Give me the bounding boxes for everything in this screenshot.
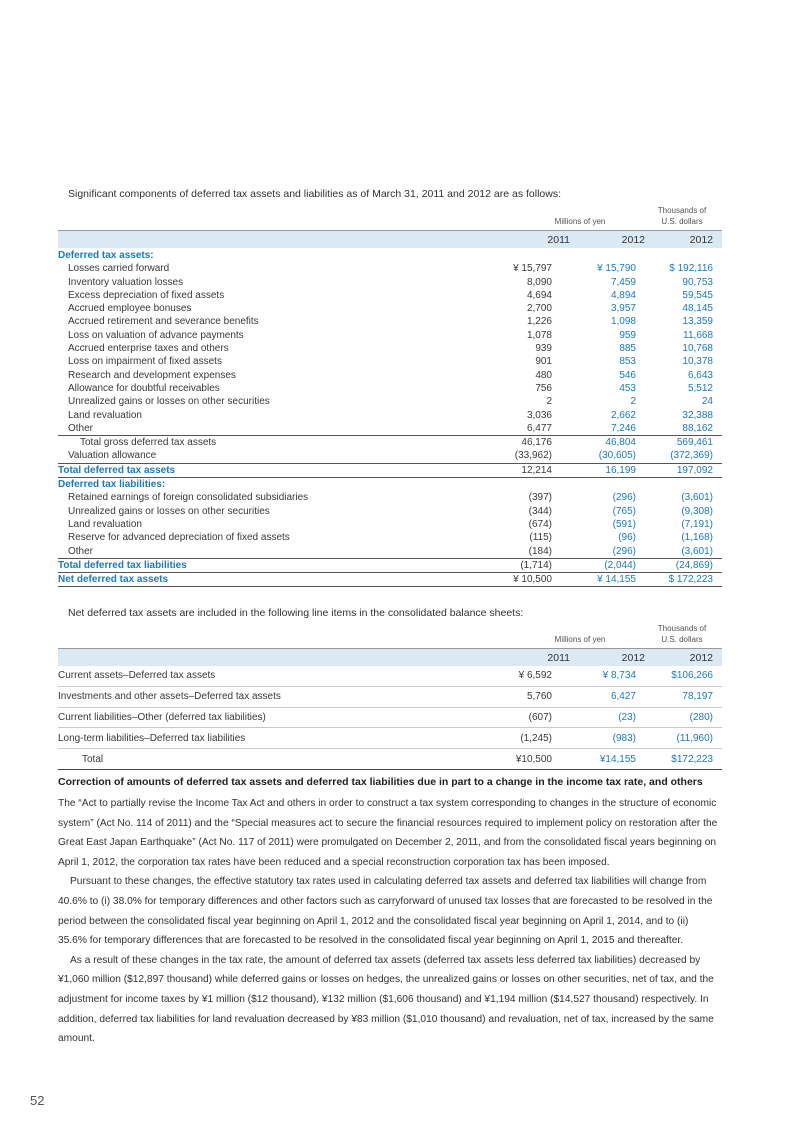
cell-2012: 959 (619, 329, 636, 341)
cell-2011: 939 (535, 343, 552, 355)
section-heading: Correction of amounts of deferred tax assets and deferred tax liabilities due in part to a change in the income tax rate, and others (58, 776, 703, 788)
paragraph: Pursuant to these changes, the effective statutory tax rates used in calculating deferred tax assets and deferred tax liabilities will change from 40.6% to (i) 38.0% for temporary differences and other factors such as carryforward of unused tax losses that are forecasted to be resolved in the period between the consolidated fiscal year beginning on April 1, 2012 and the consolidated fiscal year beginning on April 1, 2014, and to (ii) 35.6% for temporary differences that are forecasted to be resolved in the consolidated fiscal year beginning on April 1, 2015 and thereafter. (58, 876, 713, 947)
cell-2012: 7,246 (610, 422, 636, 434)
cell-2011: 4,694 (526, 289, 552, 301)
deferred-tax-table (58, 249, 722, 587)
row-label: Total deferred tax assets (58, 463, 477, 477)
table2-unit-yen: Millions of yen (554, 635, 606, 644)
cell-2012-usd: 5,512 (687, 382, 713, 394)
unit-usd-line2: U.S. dollars (661, 635, 703, 644)
row-label: Valuation allowance (58, 449, 477, 463)
row-label: Loss on valuation of advance payments (68, 329, 244, 341)
year-2011: 2011 (547, 234, 570, 246)
table-row (58, 491, 722, 504)
row-label: Inventory valuation losses (68, 276, 184, 288)
cell-2012: 453 (619, 382, 636, 394)
cell-2012-usd: 10,768 (682, 343, 713, 355)
cell-2011: ¥10,500 (477, 749, 561, 770)
row-label: Current assets–Deferred tax assets (58, 666, 477, 686)
row-label: Deferred tax assets: (58, 250, 154, 261)
row-label: Long-term liabilities–Deferred tax liabilities (58, 728, 477, 749)
row-label: Losses carried forward (68, 263, 170, 275)
row-label: Loss on impairment of fixed assets (68, 356, 222, 368)
table1-intro: Significant components of deferred tax assets and liabilities as of March 31, 2011 and 2012 are as follows: (68, 188, 562, 200)
cell-2012: 2,662 (610, 409, 636, 421)
row-label: Deferred tax liabilities: (58, 479, 166, 491)
unit-usd-line1: Thousands of (657, 624, 707, 633)
row-label: Land revaluation (68, 518, 142, 530)
row-label: Other (68, 422, 94, 434)
table1-year-header (58, 230, 722, 248)
cell-2011: 756 (535, 382, 552, 394)
table-row (58, 369, 722, 382)
row-label: Total (58, 749, 477, 770)
table-row (58, 315, 722, 328)
cell-2012-usd: 13,359 (682, 316, 713, 328)
cell-2011: (115) (529, 532, 552, 544)
table-row (58, 395, 722, 408)
cell-2011: (184) (477, 545, 561, 559)
cell-2012: 3,957 (610, 303, 636, 315)
cell-2012-usd: (11,960) (645, 728, 722, 749)
cell-2012-usd: (3,601) (645, 545, 722, 559)
table-row (58, 531, 722, 544)
table-row (58, 355, 722, 368)
table1-unit-yen: Millions of yen (554, 217, 606, 226)
cell-2012-usd: (1,168) (681, 532, 713, 544)
paragraph: As a result of these changes in the tax rate, the amount of deferred tax assets (deferred tax assets less deferred tax liabilities) decreased by ¥1,060 million ($12,897 thousand) while deferred gains or losses on hedges, the unrealized gains or losses on other securities, net of tax, and the adjustment for income taxes by ¥1 million ($12 thousand), ¥132 million ($1,606 thousand) and ¥1,194 million ($14,527 thousand) respectively. In addition, deferred tax liabilities for land revaluation decreased by ¥83 million ($1,010 thousand) and revaluation, net of tax, increased by the same amount. (58, 954, 714, 1045)
cell-2012: (30,605) (561, 449, 645, 463)
cell-2012-usd: (9,308) (681, 505, 713, 517)
cell-2012-usd: 6,643 (687, 369, 713, 381)
cell-2011: (33,962) (477, 449, 561, 463)
table-row (58, 302, 722, 315)
cell-2012: 7,459 (610, 276, 636, 288)
table-row (58, 262, 722, 275)
cell-2011: ¥ 10,500 (477, 573, 561, 587)
cell-2011: 901 (535, 356, 552, 368)
page-number: 52 (30, 1093, 45, 1108)
year-2012-usd: 2012 (689, 234, 713, 246)
row-label: Unrealized gains or losses on other securities (68, 396, 270, 408)
table-row (58, 329, 722, 342)
table1-unit-usd (642, 205, 722, 227)
table-row (58, 749, 722, 770)
year-2012-usd: 2012 (689, 652, 713, 664)
cell-2012-usd: 90,753 (682, 276, 713, 288)
table-row (58, 728, 722, 749)
cell-2012-usd: (280) (645, 707, 722, 728)
cell-2011: ¥ 15,797 (513, 263, 552, 275)
cell-2011: 1,226 (526, 316, 552, 328)
cell-2011: 12,214 (477, 463, 561, 477)
table-row (58, 382, 722, 395)
table-row (58, 409, 722, 422)
table-row (58, 449, 722, 463)
year-2012: 2012 (621, 652, 645, 664)
table-row (58, 558, 722, 572)
cell-2012: (23) (561, 707, 645, 728)
row-label: Current liabilities–Other (deferred tax liabilities) (58, 707, 477, 728)
cell-2012: 546 (619, 369, 636, 381)
table-row (58, 707, 722, 728)
balance-sheet-items-table (58, 666, 722, 770)
cell-2012: (296) (612, 492, 636, 504)
paragraph: The “Act to partially revise the Income Tax Act and others in order to construct a tax system corresponding to changes in the structure of economic system” (Act No. 114 of 2011) and the “Special measures act to secure the financial resources required to implement policy on restoration after the Great East Japan Earthquake” (Act No. 117 of 2011) were promulgated on December 2, 2011, and from the consolidated fiscal years beginning on April 1, 2012, the corporation tax rates have been reduced and a special reconstruction corporation tax has been imposed. (58, 798, 718, 868)
table-row (58, 422, 722, 436)
year-2012: 2012 (621, 234, 645, 246)
table-row (58, 289, 722, 302)
cell-2012: 46,804 (561, 436, 645, 450)
cell-2012: (96) (618, 532, 636, 544)
table2-intro: Net deferred tax assets are included in the following line items in the consolidated balance sheets: (68, 607, 524, 619)
cell-2012: 4,894 (610, 289, 636, 301)
cell-2012-usd: 88,162 (682, 422, 713, 434)
cell-2012-usd: 569,461 (645, 436, 722, 450)
cell-2011: 3,036 (526, 409, 552, 421)
cell-2012: (765) (612, 505, 636, 517)
cell-2012: (591) (612, 518, 636, 530)
cell-2012: ¥ 8,734 (561, 666, 645, 686)
cell-2012-usd: 48,145 (682, 303, 713, 315)
cell-2012-usd: 59,545 (682, 289, 713, 301)
cell-2012: (2,044) (561, 558, 645, 572)
cell-2012: 2 (630, 396, 636, 408)
cell-2012-usd: (24,869) (645, 558, 722, 572)
cell-2012-usd: 197,092 (645, 463, 722, 477)
row-label: Allowance for doubtful receivables (68, 382, 220, 394)
cell-2012-usd: (7,191) (681, 518, 713, 530)
cell-2011: 480 (535, 369, 552, 381)
row-label: Accrued enterprise taxes and others (68, 343, 229, 355)
cell-2012: 6,427 (561, 686, 645, 707)
row-label: Retained earnings of foreign consolidated subsidiaries (68, 492, 309, 504)
cell-2012: 1,098 (610, 316, 636, 328)
table-row (58, 545, 722, 559)
cell-2011: 6,477 (526, 422, 552, 434)
table-row (58, 573, 722, 587)
cell-2011: (607) (477, 707, 561, 728)
cell-2012-usd: 11,668 (683, 329, 713, 341)
table-row (58, 463, 722, 477)
cell-2011: 46,176 (477, 436, 561, 450)
row-label: Accrued retirement and severance benefits (68, 316, 259, 328)
year-2011: 2011 (547, 652, 570, 664)
table-row (58, 505, 722, 518)
cell-2011: ¥ 6,592 (477, 666, 561, 686)
row-label: Total gross deferred tax assets (58, 436, 477, 450)
cell-2011: (397) (528, 492, 552, 504)
row-label: Investments and other assets–Deferred tax assets (58, 686, 477, 707)
table-row (58, 518, 722, 531)
table2-year-header (58, 648, 722, 666)
cell-2012: ¥14,155 (561, 749, 645, 770)
cell-2011: (1,245) (477, 728, 561, 749)
row-label: Research and development expenses (68, 369, 236, 381)
table-row (58, 249, 722, 262)
cell-2012-usd: (372,369) (645, 449, 722, 463)
cell-2012-usd: $ 192,116 (669, 263, 713, 275)
cell-2012: ¥ 15,790 (597, 263, 636, 275)
cell-2011: 2,700 (526, 303, 552, 315)
table-row (58, 478, 722, 492)
row-label: Reserve for advanced depreciation of fixed assets (68, 532, 290, 544)
cell-2012-usd: $172,223 (645, 749, 722, 770)
row-label: Other (58, 545, 477, 559)
table-row (58, 342, 722, 355)
cell-2012: (983) (561, 728, 645, 749)
row-label: Unrealized gains or losses on other securities (68, 505, 270, 517)
cell-2012: 853 (619, 356, 636, 368)
table-row (58, 276, 722, 289)
row-label: Accrued employee bonuses (68, 303, 192, 315)
row-label: Net deferred tax assets (58, 573, 477, 587)
cell-2012-usd: 10,378 (682, 356, 713, 368)
unit-usd-line2: U.S. dollars (661, 217, 703, 226)
cell-2011: (344) (528, 505, 552, 517)
table2-unit-usd (642, 623, 722, 645)
cell-2012: 885 (619, 343, 636, 355)
row-label: Excess depreciation of fixed assets (68, 289, 225, 301)
cell-2011: 8,090 (526, 276, 552, 288)
cell-2012: (296) (561, 545, 645, 559)
cell-2011: (674) (528, 518, 552, 530)
table-row (58, 686, 722, 707)
body-text (58, 794, 718, 1049)
cell-2012-usd: $ 172,223 (645, 573, 722, 587)
cell-2012-usd: 78,197 (645, 686, 722, 707)
row-label: Total deferred tax liabilities (58, 558, 477, 572)
table-row (58, 436, 722, 450)
cell-2012-usd: 32,388 (682, 409, 713, 421)
cell-2011: 1,078 (526, 329, 552, 341)
cell-2012-usd: $106,266 (645, 666, 722, 686)
cell-2011: 2 (546, 396, 552, 408)
row-label: Land revaluation (68, 409, 142, 421)
table-row (58, 666, 722, 686)
cell-2012-usd: (3,601) (681, 492, 713, 504)
cell-2011: 5,760 (477, 686, 561, 707)
cell-2012: 16,199 (561, 463, 645, 477)
cell-2012-usd: 24 (701, 396, 713, 408)
cell-2012: ¥ 14,155 (561, 573, 645, 587)
unit-usd-line1: Thousands of (657, 206, 707, 215)
cell-2011: (1,714) (477, 558, 561, 572)
